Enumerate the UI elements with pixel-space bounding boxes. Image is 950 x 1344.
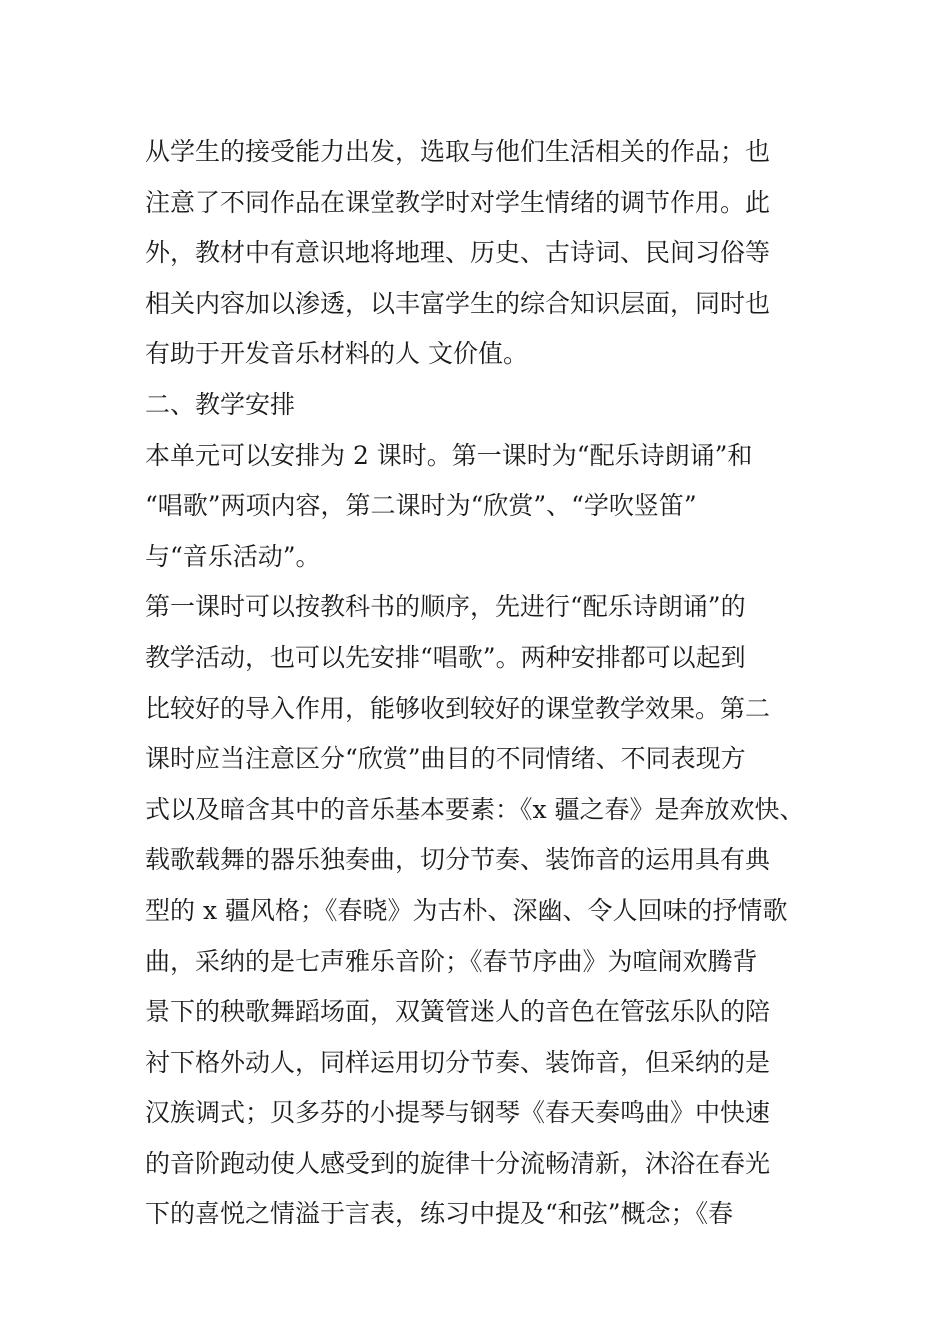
- text-line: 与“音乐活动”。: [145, 541, 321, 571]
- text-line: “唱歌”两项内容，第二课时为“欣赏”、“学吹竖笛”: [145, 491, 697, 521]
- section-heading: 二、教学安排: [145, 389, 296, 419]
- text-line: 景下的秧歌舞蹈场面，双簧管迷人的音色在管弦乐队的陪: [145, 997, 771, 1027]
- text-line: 汉族调式；贝多芬的小提琴与钢琴《春天奏鸣曲》中快速: [145, 1098, 771, 1128]
- text-line: 注意了不同作品在课堂教学时对学生情绪的调节作用。此: [145, 187, 771, 217]
- text-line: 第一课时可以按教科书的顺序，先进行“配乐诗朗诵”的: [145, 592, 746, 622]
- text-line: 比较好的导入作用，能够收到较好的课堂教学效果。第二: [145, 693, 771, 723]
- text-line: 式以及暗含其中的音乐基本要素：《x 疆之春》是奔放欢快、: [145, 794, 805, 824]
- text-line: 载歌载舞的器乐独奏曲，切分节奏、装饰音的运用具有典: [145, 845, 771, 875]
- text-line: 下的喜悦之情溢于言表，练习中提及“和弦”概念；《春: [145, 1199, 734, 1229]
- body-text: [145, 127, 815, 1240]
- text-line: 教学活动，也可以先安排“唱歌”。两种安排都可以起到: [145, 642, 746, 672]
- text-line: 衬下格外动人，同样运用切分节奏、装饰音，但采纳的是: [145, 1047, 771, 1077]
- text-line: 相关内容加以渗透，以丰富学生的综合知识层面，同时也: [145, 288, 771, 318]
- text-line: 从学生的接受能力出发，选取与他们生活相关的作品；也: [145, 137, 771, 166]
- text-line: 曲，采纳的是七声雅乐音阶；《春节序曲》为喧闹欢腾背: [145, 946, 758, 976]
- text-line: 型的 x 疆风格；《春晓》为古朴、深幽、令人回味的抒情歌: [145, 895, 788, 925]
- text-line: 课时应当注意区分“欣赏”曲目的不同情绪、不同表现方: [145, 744, 746, 774]
- text-line: 外，教材中有意识地将地理、历史、古诗词、民间习俗等: [145, 238, 771, 268]
- text-line: 的音阶跑动使人感受到的旋律十分流畅清新，沐浴在春光: [145, 1148, 771, 1178]
- text-line: 本单元可以安排为 2 课时。第一课时为“配乐诗朗诵”和: [145, 440, 753, 470]
- text-line: 有助于开发音乐材料的人 文价值。: [145, 339, 528, 369]
